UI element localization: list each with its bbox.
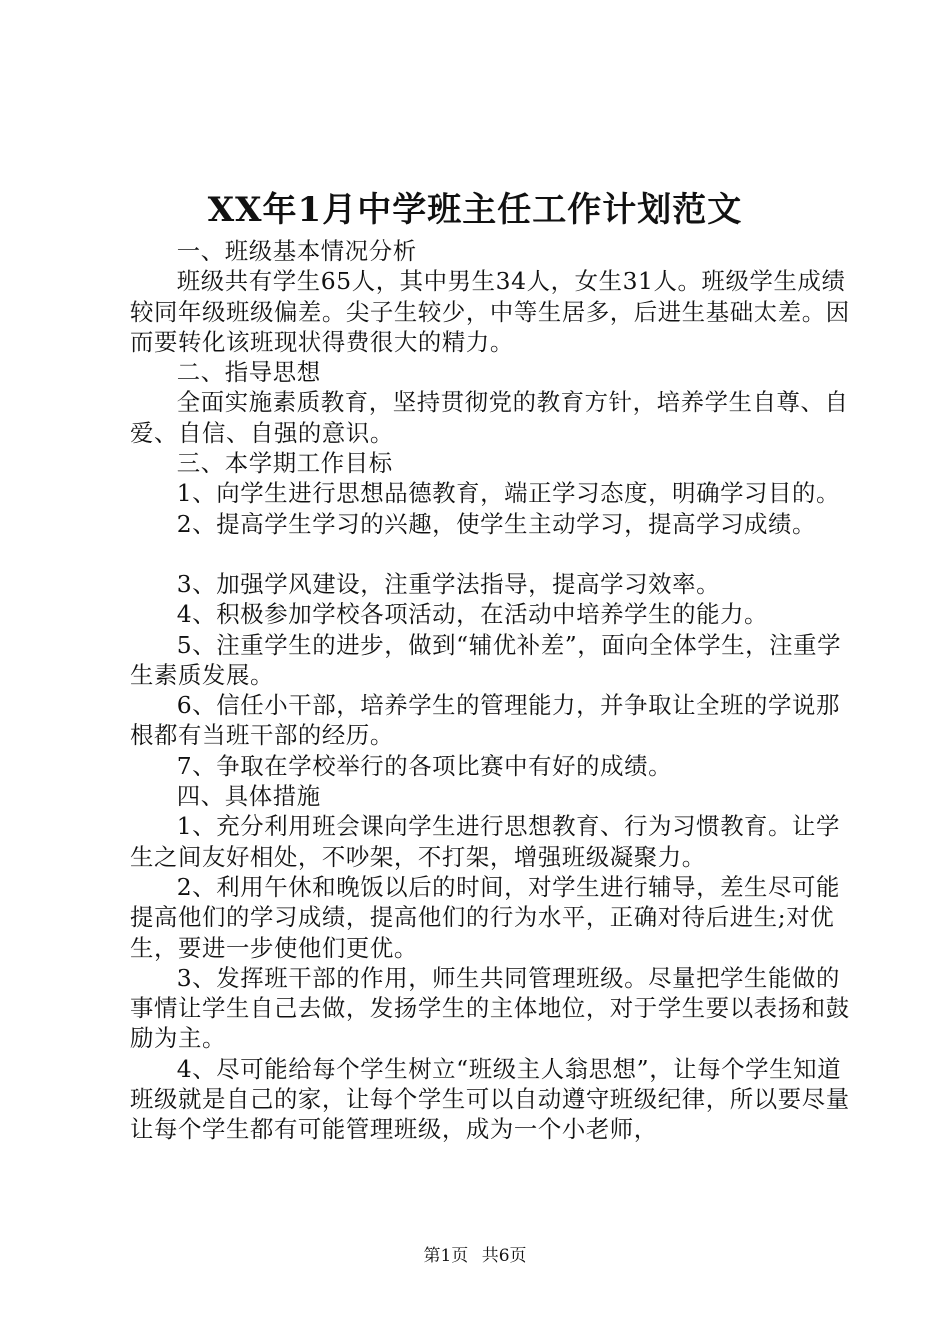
heading-measures: 四、具体措施 [176,782,321,811]
heading-semester-goals: 三、本学期工作目标 [176,449,393,478]
goal-item-1: 1、向学生进行思想品德教育，端正学习态度，明确学习目的。 [176,479,841,508]
goal-item-7: 7、争取在学校举行的各项比赛中有好的成绩。 [176,751,673,780]
document-title: XX年1月中学班主任工作计划范文 [207,190,743,230]
measure-item-1: 1、充分利用班会课向学生进行思想教育、行为习惯教育。让学生之间友好相处，不吵架，不打架，增强班级凝聚力。 [130,812,841,871]
heading-guiding-idea: 二、指导思想 [176,358,321,387]
goal-item-2: 2、提高学生学习的兴趣，使学生主动学习，提高学习成绩。 [176,509,817,538]
page-total: 共6页 [481,1246,527,1266]
goal-item-4: 4、积极参加学校各项活动，在活动中培养学生的能力。 [176,600,769,629]
page-number: 第1页 [423,1246,469,1266]
paragraph-class-situation: 班级共有学生65人，其中男生34人，女生31人。班级学生成绩较同年级班级偏差。尖子生较少，中等生居多，后进生基础太差。因而要转化该班现状得费很大的精力。 [130,267,850,356]
page-footer [0,1245,950,1267]
paragraph-guiding-idea: 全面实施素质教育，坚持贯彻党的教育方针，培养学生自尊、自爱、自信、自强的意识。 [130,388,849,447]
goal-item-3: 3、加强学风建设，注重学法指导，提高学习效率。 [176,569,721,598]
measure-item-2: 2、利用午休和晚饭以后的时间，对学生进行辅导，差生尽可能提高他们的学习成绩，提高他们的行为水平，正确对待后进生;对优生，要进一步使他们更优。 [130,872,841,962]
measure-item-4: 4、尽可能给每个学生树立“班级主人翁思想”，让每个学生知道班级就是自己的家，让每个学生可以自动遵守班级纪律，所以要尽量让每个学生都有可能管理班级，成为一个小老师， [130,1054,850,1144]
measure-item-3: 3、发挥班干部的作用，师生共同管理班级。尽量把学生能做的事情让学生自己去做，发扬学生的主体地位，对于学生要以表扬和鼓励为主。 [130,963,850,1053]
heading-class-situation: 一、班级基本情况分析 [176,237,417,265]
goal-item-5: 5、注重学生的进步，做到“辅优补差”，面向全体学生，注重学生素质发展。 [130,630,842,689]
document-body [130,236,850,1145]
goal-item-6: 6、信任小干部，培养学生的管理能力，并争取让全班的学说那根都有当班干部的经历。 [130,691,841,750]
